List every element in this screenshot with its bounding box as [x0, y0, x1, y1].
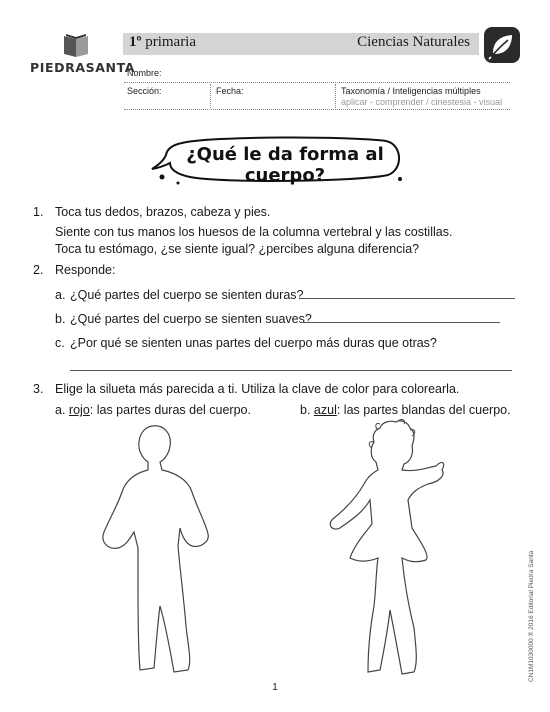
question-1-line-2: Siente con tus manos los huesos de la columna vertebral y las costillas. — [55, 225, 453, 239]
answer-line-2a[interactable] — [300, 298, 515, 299]
publisher-logo — [30, 30, 135, 80]
subject-label: Ciencias Naturales — [357, 34, 470, 50]
question-2c-text: ¿Por qué se sienten unas partes del cuerpo más duras que otras? — [70, 336, 437, 350]
worksheet-title: ¿Qué le da forma al cuerpo? — [186, 144, 384, 186]
color-key-a — [55, 403, 251, 417]
question-number: 3. — [33, 382, 44, 396]
form-bottom-line — [124, 109, 510, 110]
item-letter: a. — [55, 288, 66, 302]
taxonomy-subtitle: aplicar - comprender / cinestesia - visual — [341, 97, 503, 107]
color-key-a-text: : las partes duras del cuerpo. — [89, 403, 251, 417]
item-letter: b. — [300, 403, 311, 417]
color-word-red: rojo — [68, 403, 90, 417]
girl-silhouette[interactable] — [318, 418, 468, 680]
question-3-text: Elige la silueta más parecida a ti. Utiliza la clave de color para colorearla. — [55, 382, 460, 396]
question-2a-text: ¿Qué partes del cuerpo se sienten duras? — [70, 288, 304, 302]
name-line[interactable] — [124, 82, 510, 83]
question-1-text: Toca tus dedos, brazos, cabeza y pies. — [55, 205, 271, 219]
book-icon — [30, 30, 122, 60]
name-label: Nombre: — [127, 68, 162, 78]
item-letter: b. — [55, 312, 66, 326]
question-2-text: Responde: — [55, 263, 116, 277]
subject-badge — [484, 27, 520, 63]
color-key-b — [300, 403, 511, 417]
color-word-blue: azul — [313, 403, 337, 417]
copyright-notice: CN1M1030000 ® 2016 Editorial Piedra Santa — [528, 550, 535, 682]
color-key-b-text: : las partes blandas del cuerpo. — [336, 403, 511, 417]
section-label: Sección: — [127, 86, 162, 96]
grade-label — [129, 34, 196, 51]
question-number: 1. — [33, 205, 44, 219]
leaf-icon — [484, 27, 520, 63]
page-number: 1 — [272, 682, 278, 693]
field-divider — [335, 84, 336, 108]
question-1-line-3: Toca tu estómago, ¿se siente igual? ¿percibes alguna diferencia? — [55, 242, 420, 256]
answer-line-2c[interactable] — [70, 370, 512, 371]
taxonomy-label: Taxonomía / Inteligencias múltiples — [341, 86, 481, 96]
grade-number: 1º — [129, 34, 142, 50]
item-letter: a. — [55, 403, 66, 417]
question-2b-text: ¿Qué partes del cuerpo se sienten suaves? — [70, 312, 312, 326]
question-number: 2. — [33, 263, 44, 277]
grade-suffix: primaria — [145, 34, 197, 50]
boy-silhouette[interactable] — [60, 420, 250, 680]
field-divider — [210, 84, 211, 108]
publisher-name: PIEDRASANTA — [30, 60, 135, 75]
item-letter: c. — [55, 336, 65, 350]
date-label: Fecha: — [216, 86, 244, 96]
answer-line-2b[interactable] — [300, 322, 500, 323]
